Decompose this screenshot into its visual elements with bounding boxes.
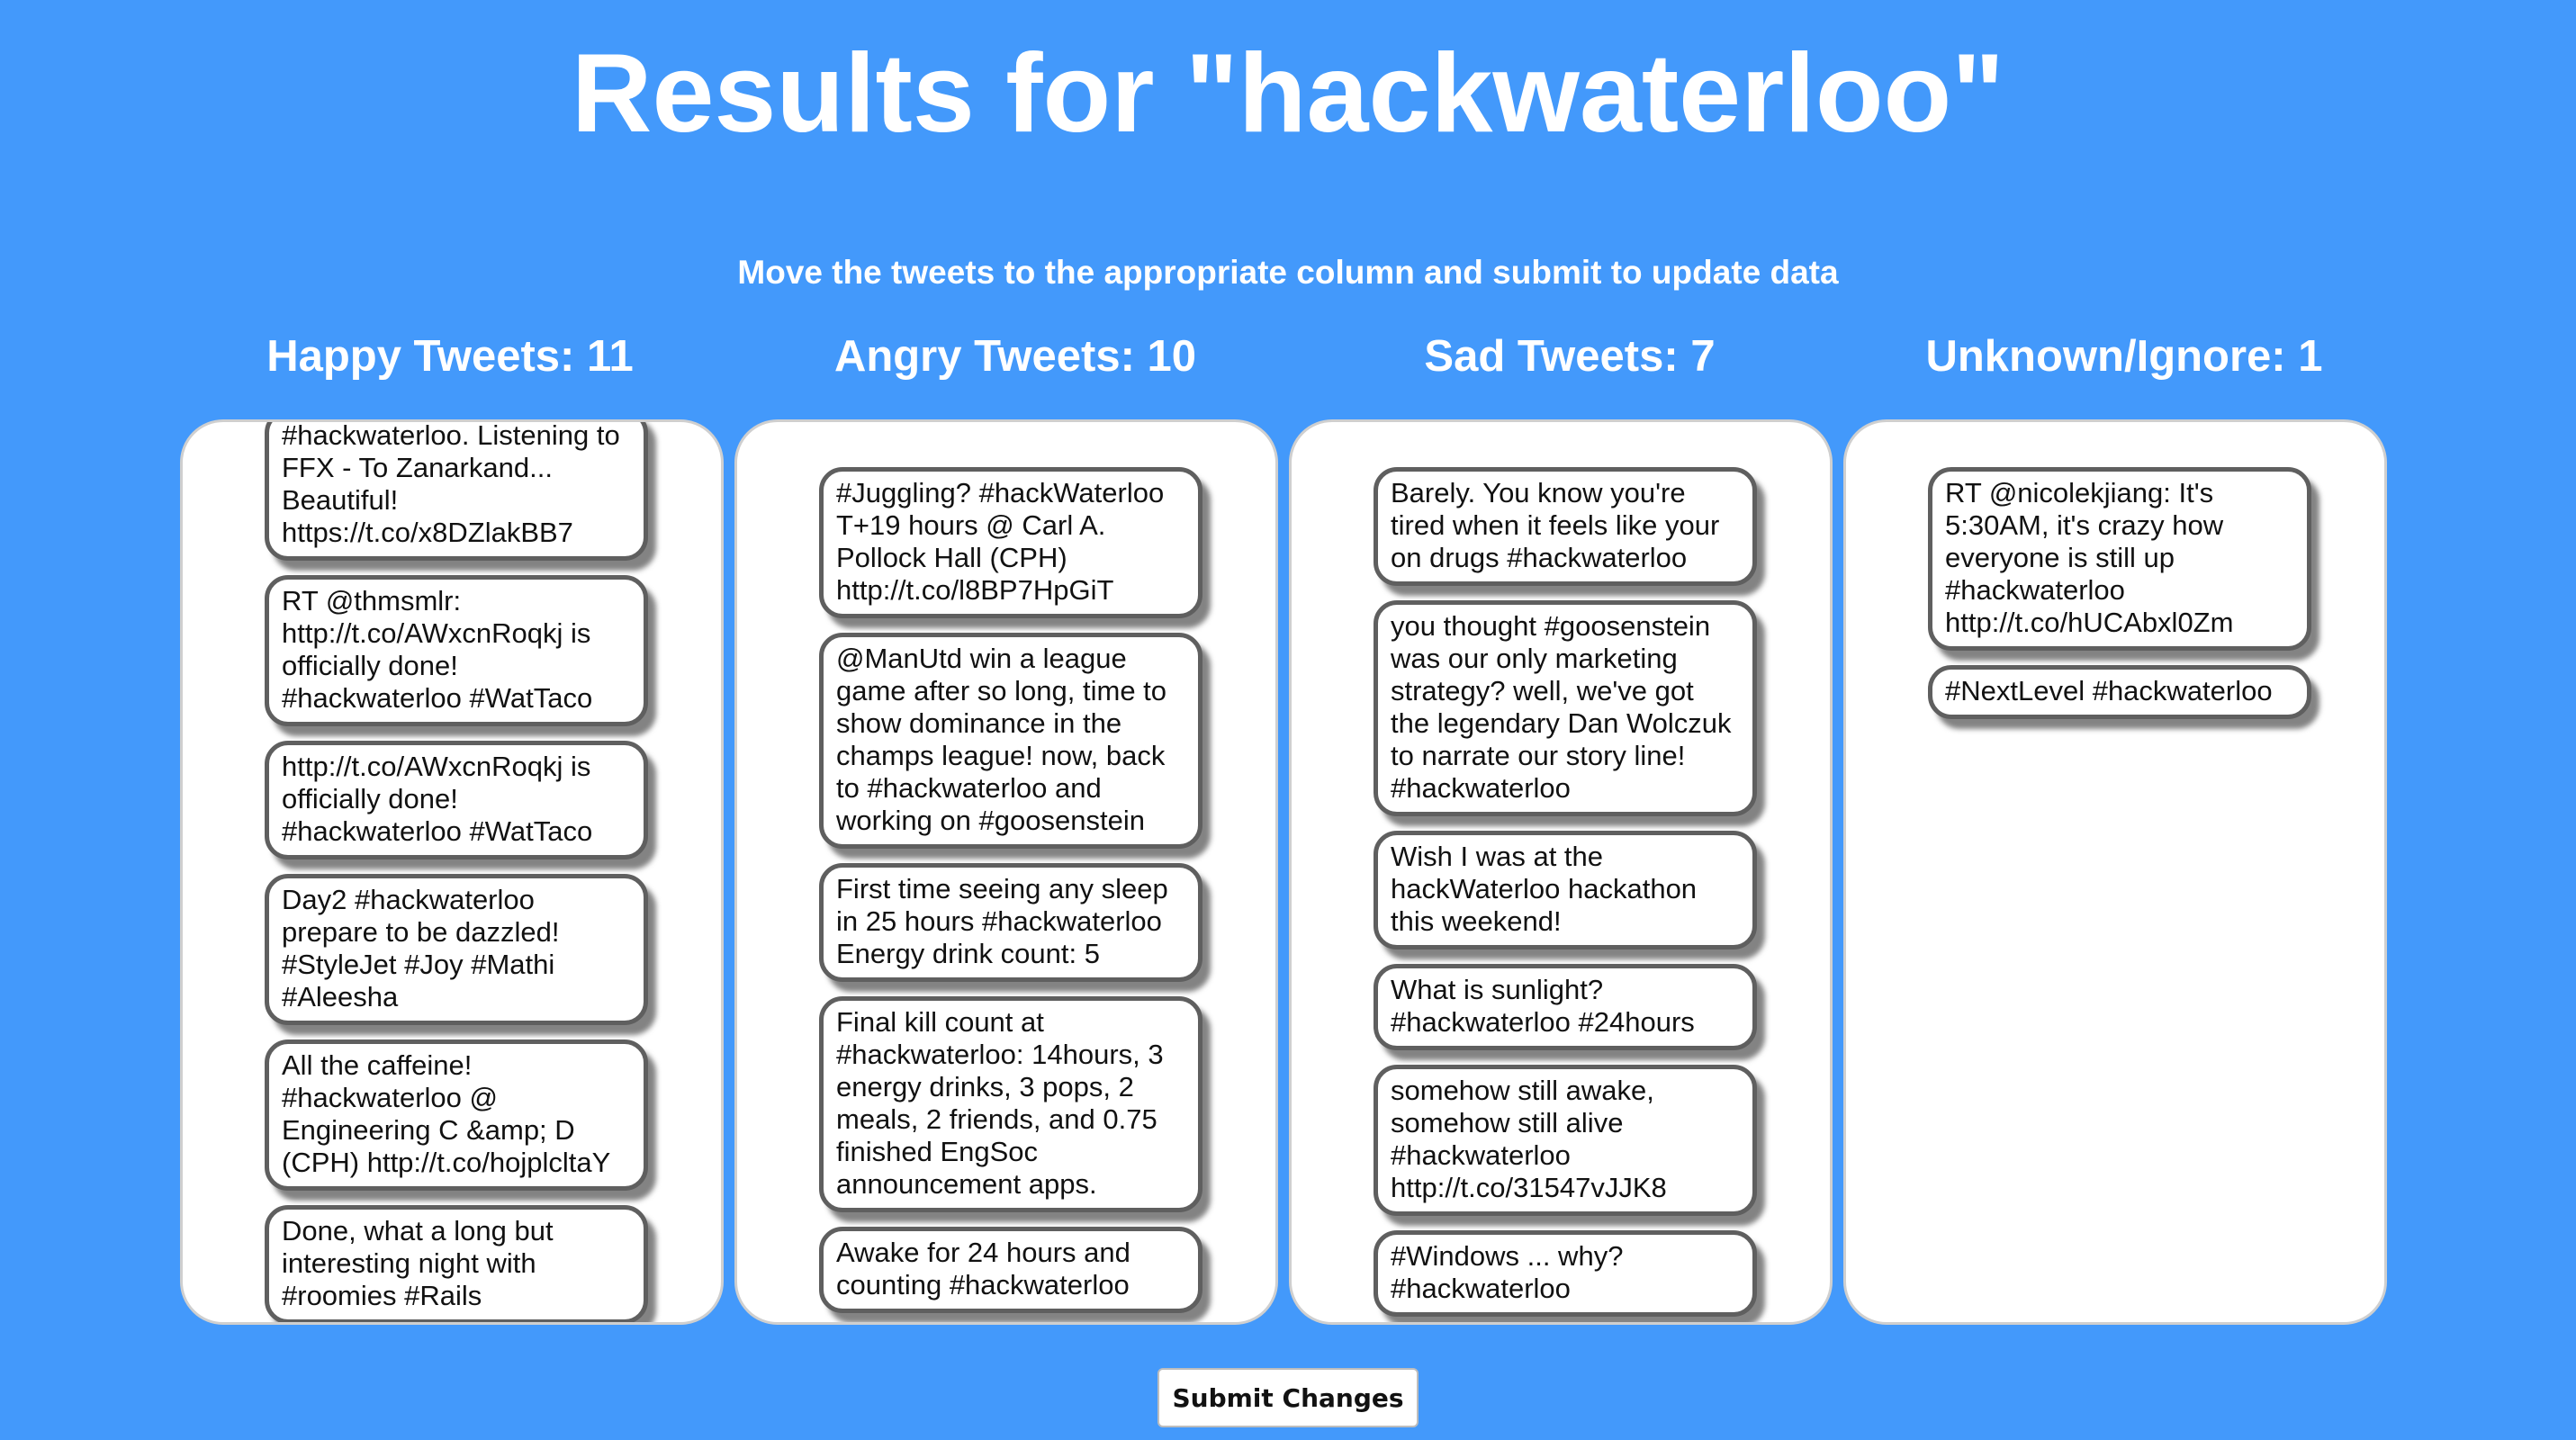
page-title: Results for "hackwaterloo"	[571, 32, 2005, 156]
tweet-card[interactable]: All the caffeine! #hackwaterloo @ Engineering C &amp; D (CPH) http://t.co/hojplcltaY	[265, 1040, 648, 1191]
column-count: 1	[2298, 332, 2323, 381]
column-label: Angry Tweets:	[833, 332, 1135, 381]
tweet-card[interactable]: you thought #goosenstein was our only marketing strategy? well, we've got the legendary Dan Wolczuk to narrate our story line! #hackwaterloo	[1374, 600, 1757, 816]
tweet-card[interactable]: #hackwaterloo. Listening to FFX - To Zanarkand... Beautiful! https://t.co/x8DZlakBB7	[265, 419, 648, 561]
tweet-list	[183, 419, 721, 1325]
tweet-card[interactable]: somehow still awake, somehow still alive #hackwaterloo http://t.co/31547vJJK8	[1374, 1065, 1757, 1216]
tweet-card[interactable]: What is sunlight? #hackwaterloo #24hours	[1374, 964, 1757, 1050]
angry-tweets-column[interactable]	[734, 419, 1278, 1325]
tweet-card[interactable]: @ManUtd win a league game after so long, time to show dominance in the champs league! now, back to #hackwaterloo and working on #goosenstein	[819, 633, 1202, 849]
tweet-card[interactable]: #NextLevel #hackwaterloo	[1928, 665, 2311, 719]
column-header-sad	[1300, 329, 1840, 383]
column-count: 11	[586, 332, 634, 381]
column-header-unknown	[1854, 329, 2394, 383]
column-count: 7	[1690, 332, 1716, 381]
tweet-card[interactable]: #Juggling? #hackWaterloo T+19 hours @ Carl A. Pollock Hall (CPH) http://t.co/l8BP7HpGiT	[819, 467, 1202, 618]
column-label: Sad Tweets:	[1424, 332, 1679, 381]
tweet-list	[1292, 467, 1830, 1325]
tweet-list	[1846, 467, 2384, 734]
tweet-card[interactable]: Barely. You know you're tired when it feels like your on drugs #hackwaterloo	[1374, 467, 1757, 586]
column-count: 10	[1147, 332, 1197, 381]
tweet-card[interactable]: Day2 #hackwaterloo prepare to be dazzled! #StyleJet #Joy #Mathi #Aleesha	[265, 874, 648, 1025]
tweet-card[interactable]: Done, what a long but interesting night with #roomies #Rails	[265, 1205, 648, 1324]
tweet-card[interactable]: RT @nicolekjiang: It's 5:30AM, it's crazy how everyone is still up #hackwaterloo http://t.co/hUCAbxl0Zm	[1928, 467, 2311, 651]
submit-changes-button[interactable]: Submit Changes	[1157, 1368, 1419, 1427]
sad-tweets-column[interactable]	[1289, 419, 1833, 1325]
tweet-list	[737, 467, 1275, 1325]
happy-tweets-column[interactable]	[180, 419, 724, 1325]
tweet-card[interactable]: Final kill count at #hackwaterloo: 14hours, 3 energy drinks, 3 pops, 2 meals, 2 friends, and 0.75 finished EngSoc announcement apps.	[819, 996, 1202, 1212]
tweet-card[interactable]: http://t.co/AWxcnRoqkj is officially done! #hackwaterloo #WatTaco	[265, 741, 648, 860]
instructions-text: Move the tweets to the appropriate column and submit to update data	[737, 254, 1839, 291]
unknown-tweets-column[interactable]	[1843, 419, 2387, 1325]
tweet-card[interactable]: RT @thmsmlr: http://t.co/AWxcnRoqkj is officially done! #hackwaterloo #WatTaco	[265, 575, 648, 726]
column-header-happy	[180, 329, 720, 383]
tweet-card[interactable]: #Windows ... why? #hackwaterloo	[1374, 1230, 1757, 1317]
tweet-card[interactable]: First time seeing any sleep in 25 hours #hackwaterloo Energy drink count: 5	[819, 863, 1202, 982]
column-label: Happy Tweets:	[266, 332, 575, 381]
column-label: Unknown/Ignore:	[1925, 332, 2286, 381]
column-header-angry	[745, 329, 1285, 383]
tweet-card[interactable]: Wish I was at the hackWaterloo hackathon this weekend!	[1374, 831, 1757, 950]
tweet-card[interactable]: Awake for 24 hours and counting #hackwaterloo	[819, 1227, 1202, 1313]
